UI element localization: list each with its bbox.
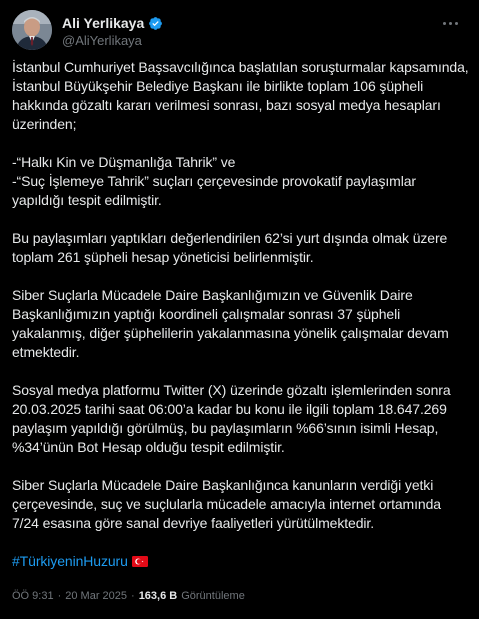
hashtag-row	[12, 552, 470, 571]
tweet-paragraph: Sosyal medya platformu Twitter (X) üzerinde gözaltı işlemlerinden sonra 20.03.2025 tarihi saat 06:00’a kadar bu konu ile ilgili toplam 18.647.269 paylaşım yapıldığı görülmüş, bu paylaşımların %66’sının isimli Hesap, %34’ünün Bot Hesap olduğu tespit edilmiştir.	[12, 382, 451, 455]
name-row	[62, 14, 163, 32]
tweet-paragraph: Siber Suçlarla Mücadele Daire Başkanlığınca kanunların verdiği yetki çerçevesinde, suç ve suçlularla mücadele amacıyla internet ortamında 7/24 esasına göre sanal devriye faaliyetleri yürütülmektedir.	[12, 477, 441, 531]
tweet-text	[12, 58, 470, 571]
views-label: Görüntüleme	[181, 590, 245, 602]
tweet-paragraph: Bu paylaşımları yaptıkları değerlendirilen 62’si yurt dışında olmak üzere toplam 261 şüpheli hesap yöneticisi belirlenmiştir.	[12, 230, 448, 265]
author-handle[interactable]: @AliYerlikaya	[62, 33, 142, 48]
tweet-paragraph: İstanbul Cumhuriyet Başsavcılığınca başlatılan soruşturmalar kapsamında, İstanbul Büyükşehir Belediye Başkanı ile birlikte toplam 106 şüpheli hakkında gözaltı kararı verilmesi sonrası, bazı sosyal medya hesapları üzerinden;	[12, 59, 469, 132]
author-display-name[interactable]: Ali Yerlikaya	[62, 15, 145, 31]
avatar[interactable]	[12, 10, 52, 50]
verified-badge-icon[interactable]	[148, 16, 163, 31]
meta-separator: ·	[131, 590, 135, 602]
author-names	[62, 14, 163, 49]
more-options-icon[interactable]	[439, 12, 461, 34]
meta-separator: ·	[57, 590, 62, 602]
views-count[interactable]: 163,6 B	[138, 590, 178, 602]
tweet-paragraph: Siber Suçlarla Mücadele Daire Başkanlığımızın ve Güvenlik Daire Başkanlığımızın yaptığı koordineli çalışmalar sonrası 37 şüpheli yakalanmış, diğer şüphelilerin yakalanmasına yönelik çalışmalar devam etmektedir.	[12, 287, 449, 360]
turkey-flag-icon	[132, 556, 148, 567]
tweet-date[interactable]: 20 Mar 2025	[65, 590, 128, 602]
tweet-meta	[12, 590, 245, 602]
tweet-time[interactable]: ÖÖ 9:31	[12, 590, 54, 602]
hashtag-link[interactable]: #TürkiyeninHuzuru	[12, 553, 128, 569]
tweet-paragraph: -“Halkı Kin ve Düşmanlığa Tahrik” ve -“Suç İşlemeye Tahrik” suçları çerçevesinde provokatif paylaşımlar yapıldığı tespit edilmiştir.	[12, 154, 416, 208]
tweet-header	[12, 10, 467, 50]
